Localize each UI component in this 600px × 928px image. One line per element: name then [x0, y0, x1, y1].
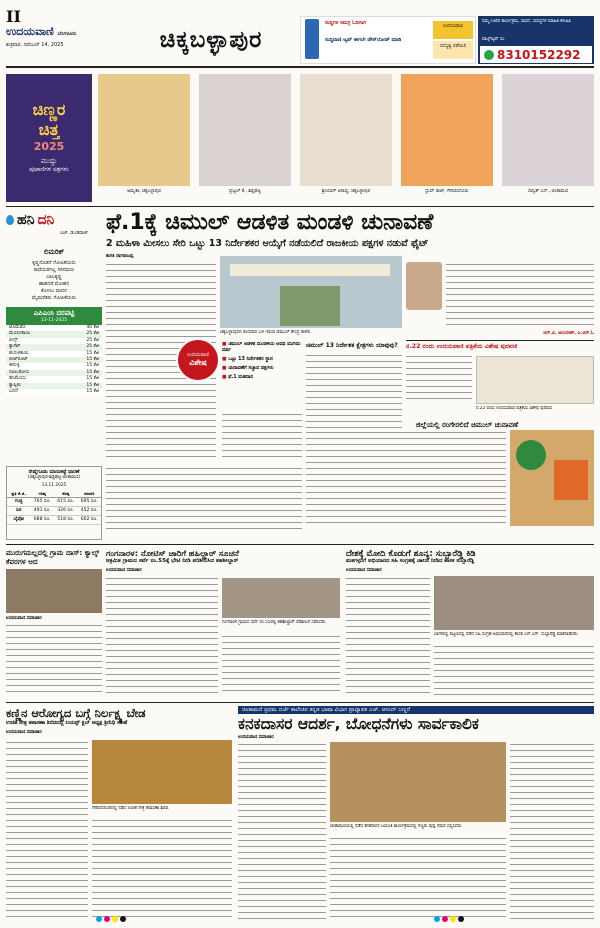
- special-title: ನ.22 ರಂದು ಉದಯವಾಣಿ ಪತ್ರಿಕೆಯ ವಿಶೇಷ ಪುರವಣಿ: [406, 343, 518, 350]
- registration-marks: [434, 916, 470, 922]
- lead-bullet: ಒಟ್ಟು 13 ನಿರ್ದೇಶಕರ ಸ್ಥಾನ: [228, 357, 273, 362]
- edition-city: ಬೆಂಗಳೂರು: [57, 31, 77, 37]
- cocoon-header-row: [7, 490, 101, 498]
- market-item: ಟೊಮೆಟೊ: [9, 325, 26, 330]
- mid-story-c: [346, 548, 594, 698]
- district-title: ಜಿಲ್ಲೆಯಲ್ಲಿ ರಂಗೇರಲಿದೆ ಚಿಮುಲ್ ಚುನಾವಣೆ: [415, 420, 519, 429]
- mid-c-photo: [434, 576, 594, 630]
- poem-line: ಹಾಡಿದರೆ ಮೋಹನ: [38, 281, 70, 287]
- poem-line: ಬಾಲಕೃಷ್ಣ: [46, 274, 62, 280]
- cocoon-cell: 491 ರೂ.: [33, 508, 51, 513]
- cocoon-cell: 518 ರೂ.: [57, 517, 75, 522]
- cocoon-date: 13.11.2025: [41, 483, 67, 488]
- bottom-story-a: [6, 706, 232, 922]
- kid-caption: ಪ್ರಜ್ವಲ್ ಕೆ., ಶಿಡ್ಲಘಟ್ಟ: [229, 189, 261, 194]
- mid-c-subhead: ಮತಗಳ್ಳರಿಗೆ ಅಭಿಯಾನದ ಸಹಿ ಸಂಗ್ರಹಕ್ಕೆ ಚಾಲನೆ ನೀಡಿದ ಶಾಸಕ ಸುಬ್ಬಾರೆಡ್ಡಿ: [346, 558, 475, 564]
- mid-c-headline: ದೇಶಕ್ಕೆ ಮೋದಿ ಕೊಡುಗೆ ಶೂನ್ಯ: ಸುಬ್ಬಾರೆಡ್ಡಿ ಕಿಡಿ: [346, 548, 476, 558]
- lead-bullet: ಚುನಾವಣೆಗೆ ಸಜ್ಜಾದ ಪಕ್ಷಗಳು: [228, 366, 274, 371]
- cocoon-cell: 688 ರೂ.: [33, 517, 51, 522]
- quote-name: ಆರ್.ವಿ. ಅಂಬರೀಶ್, ಎ.ಆರ್.ಓ: [543, 331, 594, 336]
- kids-heading2: ಚಿತ್ತ: [38, 120, 60, 139]
- app-ad-line1: ಸುದ್ದಿಗಳ ಸಮಗ್ರ ಓದಿಗಾಗಿ: [325, 20, 366, 26]
- kid-photo: [300, 74, 392, 186]
- poem: [6, 260, 102, 302]
- mid-b-subhead: ಆಕ್ರಮಿತ ಗ್ರಾಮದ ಸರ್ವೆ ನಂ.55ಕ್ಕೆ ಭೇಟಿ ನೀಡಿ ಪರಿಶೀಲಿಸಿದ ತಹಶೀಲ್ದಾರ್: [106, 558, 239, 564]
- cocoon-sub: (ಚಿಕ್ಕಬಳ್ಳಾಪುರ-ಶಿಡ್ಲಘಟ್ಟ-ಚಿಂತಾಮಣಿ): [27, 475, 81, 480]
- party-photo: [510, 430, 594, 526]
- cocoon-box: [6, 466, 102, 540]
- cocoon-header: ಸರಾಸರಿ: [84, 491, 95, 496]
- market-price: 15 ಕೆಜಿ: [86, 363, 99, 369]
- app-ad[interactable]: [300, 16, 476, 64]
- bottom-a-headline: ಕಣ್ಣಿನ ಆರೋಗ್ಯದ ಬಗ್ಗೆ ನಿರ್ಲಕ್ಷ್ಯ ಬೇಡ: [6, 706, 146, 720]
- whatsapp-icon: [484, 50, 494, 60]
- cocoon-cell: ಬೈವೋ: [13, 517, 25, 522]
- mid-c-byline: ಉದಯವಾಣಿ ಸಮಾಚಾರ: [346, 568, 382, 573]
- market-date: 13-11-2025: [40, 318, 68, 323]
- cocoon-header: ಕನಿಷ್ಠ: [62, 491, 70, 496]
- cocoon-cell: ಗುಚ್ಛ: [15, 499, 23, 504]
- cocoon-cell: 615 ರೂ.: [57, 499, 75, 504]
- bottom-b-photo: [330, 742, 506, 822]
- app-ad-badge2: ಸದಸ್ಯತ್ವ ಪಡೆಯಿರಿ: [433, 41, 473, 59]
- whatsapp-phone: [480, 46, 592, 63]
- special-caption: ನ.22 ರಂದು ಉದಯವಾಣಿ ಪತ್ರಿಕೆಯ ವಿಶೇಷ ಪುರವಣಿ: [476, 406, 552, 411]
- whatsapp-number: 8310152292: [497, 47, 581, 62]
- officer-photo: [406, 262, 442, 310]
- special-supplement-thumb: [476, 356, 594, 404]
- whatsapp-ad[interactable]: [478, 16, 594, 64]
- vishesha-line2: ವಿಶೇಷ: [189, 358, 207, 367]
- cocoon-row: [7, 498, 101, 507]
- cocoon-header: ಗರಿಷ್ಠ: [38, 491, 46, 496]
- cocoon-cell: 695 ರೂ.: [80, 499, 98, 504]
- kid-photo: [199, 74, 291, 186]
- poem-line: ಮೈಮರೆತರು ಗೋಪಿಕೆಯರು: [31, 295, 77, 301]
- cocoon-title: ರೇಷ್ಮೆಗೂಡು ಮಾರುಕಟ್ಟೆ ಧಾರಣೆ: [28, 469, 80, 475]
- market-item: ಬೀಟ್‌ರೂಟ್: [9, 357, 28, 363]
- kids-year: 2025: [33, 140, 65, 153]
- cocoon-cell: 452 ರೂ.: [80, 508, 98, 513]
- cocoon-cell: 602 ರೂ.: [80, 517, 98, 522]
- mid-b-headline: ಗಂಗನಾರಳ: ನೋಟಿಸ್ ಜಾರಿಗೆ ಹಹಿಲ್ದಾರ್ ಸೂಚನೆ: [106, 548, 239, 558]
- kid-photo: [98, 74, 190, 186]
- bottom-b-byline: ಉದಯವಾಣಿ ಸಮಾಚಾರ: [238, 735, 274, 740]
- left-column: [6, 210, 102, 462]
- kid-photo: [502, 74, 594, 186]
- market-price: 15 ಕೆಜಿ: [86, 382, 99, 388]
- brand-name: ಉದಯವಾಣಿ: [6, 25, 54, 38]
- lead-bullet: ಫೆ.1 ಮತದಾನ: [228, 375, 253, 380]
- kids-sub2: ಪುಟಾಣಿಗಳ ಚಿತ್ರಗಳು: [29, 166, 69, 173]
- kid-caption: ಶ್ರೀಯಾನ್ ಆರಾಧ್ಯ, ಚಿಕ್ಕಬಳ್ಳಾಪುರ: [322, 189, 370, 194]
- cocoon-table: [7, 490, 101, 525]
- market-item: ಬದನೆ: [9, 389, 18, 395]
- market-price: 15 ಕೆಜಿ: [86, 376, 99, 382]
- bottom-b-kicker: ಚಿಂತಾಮಣಿ ಪ್ರಥಮ ದರ್ಜೆ ಕಾಲೇಜಿನ ಕನ್ನಡ ಭಾಷಾ ವಿಭಾಗ ಪ್ರಾಧ್ಯಾಪಕ ಎಚ್. ಆನಂದ್ ಬಣ್ಣನೆ: [238, 706, 594, 714]
- lead-photo: [220, 256, 402, 328]
- lead-byline: ಕಾಗತಿ ನಾಗರಾಜಪ್ಪ: [106, 254, 134, 259]
- kids-rule: [6, 206, 594, 207]
- market-item: ಕ್ಯಾಪ್ಸಿಕಂ: [9, 382, 21, 388]
- market-price: 15 ಕೆಜಿ: [86, 369, 99, 375]
- kids-sub1: ಮುದ್ದು: [40, 157, 58, 165]
- vishesha-badge: [176, 338, 220, 382]
- market-item: ಮೆಣಸಿನಕಾಯಿ: [9, 331, 31, 337]
- whatsapp-ad-line2: ವಾಟ್ಸ್‌ಆ್ಯಪ್ ಸಂ.: [482, 37, 506, 42]
- cocoon-header: ಪ್ರತಿ ಕೆ.ಜಿ.: [11, 491, 27, 496]
- honey-author: ಎಚ್. ಡುಂಡಿರಾಜ್: [60, 231, 88, 236]
- bottom-a-subhead: ಉಚಿತ ನೇತ್ರ ತಪಾಸಣಾ ಶಿಬಿರದಲ್ಲಿ ಲಯನ್ಸ್ ಕ್ಲಬ್ ಅಧ್ಯಕ್ಷ ಶ್ರೀನಿಧಿ ಸಲಹೆ: [6, 720, 128, 726]
- mid-b-caption: ಗಂಗನಾರಳ ಗ್ರಾಮದ ಸರ್ವೆ ನಂ.55ರಲ್ಲಿ ತಹಶೀಲ್ದಾರ್ ಪರಿಶೀಲನೆ ನಡೆಸಿದರು.: [222, 620, 327, 625]
- cocoon-row: [7, 507, 101, 516]
- market-price: 40 ಕೆಜಿ: [86, 325, 99, 330]
- bottom-a-caption: ಗೌರಿಬಿದನೂರಿನಲ್ಲಿ ನಡೆದ ಉಚಿತ ನೇತ್ರ ತಪಾಸಣಾ ಶಿಬಿರ.: [92, 806, 170, 811]
- market-price: 25 ಕೆಜಿ: [86, 331, 99, 337]
- market-item: ಕ್ಯಾರೆಟ್: [9, 344, 21, 350]
- page-number: II: [6, 8, 21, 26]
- mid-story-a: [6, 548, 102, 698]
- poem-title: ಲಿಮರಿಕ್: [43, 248, 65, 256]
- section-title: ಚಿಕ್ಕಬಳ್ಳಾಪುರ: [159, 27, 263, 53]
- market-item: ಹಸಿಮೆಣಸು: [9, 376, 27, 382]
- cocoon-cell: 765 ರೂ.: [33, 499, 51, 504]
- registration-marks: [96, 916, 132, 922]
- market-header: [6, 307, 102, 325]
- app-ad-badge1: ಉದಯವಾಣಿ: [433, 21, 473, 39]
- mid-a-photo: [6, 569, 102, 613]
- cocoon-cell: ಸಿಬಿ: [15, 508, 22, 513]
- kids-heading1: ಚಿಣ್ಣರ: [32, 100, 66, 119]
- bottom-a-photo: [92, 740, 232, 804]
- lead-headline-box: [106, 210, 594, 236]
- masthead-left: [6, 8, 126, 64]
- honey-title1: ಹನಿ: [17, 212, 35, 228]
- bottom-b-caption: ಚಿಂತಾಮಣಿಯಲ್ಲಿ ನಡೆದ ಕನಕದಾಸರ ಜಯಂತಿ ಕಾರ್ಯಕ್ರಮದಲ್ಲಿ ಗಣ್ಯರು ಪುಷ್ಪ ನಮನ ಸಲ್ಲಿಸಿದರು.: [330, 824, 463, 829]
- market-row: [6, 389, 102, 395]
- whatsapp-ad-line1: ನಿಮ್ಮ ಊರಿನ ಕಾರ್ಯಕ್ರಮ, ಸಾಧನೆ, ಸಮಸ್ಯೆಗಳ ಮಾಹಿತಿ ಕಳುಹಿಸಿ: [482, 19, 572, 24]
- market-price: 15 ಕೆಜಿ: [86, 350, 99, 356]
- mid-a-headline: ಮುರುಗಮಲ್ಲದಲ್ಲಿ ಗ್ರಾಮ ದಾಸ್: ಕ್ಯಾಲ್ಕ್ ಕೆವರಗಳ ಆದ: [6, 548, 100, 566]
- kids-photos: [98, 74, 594, 204]
- vishesha-line1: ಉದಯವಾಣಿ: [187, 352, 209, 358]
- market-price: 25 ಕೆಜಿ: [86, 337, 99, 343]
- bottom-story-b: [238, 706, 594, 922]
- kid-photo: [401, 74, 493, 186]
- honey-title2: ದನಿ: [37, 212, 55, 228]
- kid-caption: ಅಮೃತಾ, ಚಿಕ್ಕಬಳ್ಳಾಪುರ: [127, 189, 161, 194]
- market-item: ಈರುಳ್ಳಿ: [9, 363, 20, 369]
- cocoon-cell: 326 ರೂ.: [57, 508, 75, 513]
- section-title-box: [126, 20, 296, 60]
- lead-bullets: ■ ಚಿಮುಲ್ ಆಡಳಿತ ಮಂಡಳಿಯ ಅವಧಿ ಮುಗಿದು ವರ್ಷ ■ ಒಟ್ಟು 13 ನಿರ್ದೇಶಕರ ಸ್ಥಾನ ■ ಚುನಾವಣೆಗೆ ಸಜ್ಜಾದ ಪಕ್ಷಗಳು ■ ಫೆ.1 ಮತದಾನ: [222, 342, 301, 380]
- market-item: ಬೀನ್ಸ್: [9, 337, 18, 343]
- kid-caption: ಸಾನ್ವಿತ್ ಎಸ್., ಚಿಂತಾಮಣಿ: [527, 189, 569, 194]
- market-table: [6, 325, 102, 395]
- kid-caption: ಧ್ರುವ್ ರಾಜ್, ಗೌರಿಬಿದನೂರು: [425, 189, 469, 194]
- market-price: 15 ಕೆಜಿ: [86, 389, 99, 395]
- mid-b-photo: [222, 578, 340, 618]
- mid-b-byline: ಉದಯವಾಣಿ ಸಮಾಚಾರ: [106, 568, 142, 573]
- poem-line: ಕೊಳಲು ವಾದನ: [41, 288, 67, 294]
- market-title: ಎಪಿಎಂಸಿ ದರಪಟ್ಟಿ: [33, 309, 75, 317]
- masthead-rule: [6, 66, 594, 68]
- cocoon-row: [7, 516, 101, 525]
- mid-c-caption: ಬಾಗೇಪಲ್ಲಿ ಪಟ್ಟಣದಲ್ಲಿ ನಡೆದ ಸಹಿ ಸಂಗ್ರಹ ಅಭಿಯಾನದಲ್ಲಿ ಶಾಸಕ ಎಸ್.ಎನ್. ಸುಬ್ಬಾರೆಡ್ಡಿ ಮಾತನಾಡಿದರು.: [434, 632, 579, 637]
- poem-line: ಕೃಷ್ಣನೊಡನೆ ಗೋಪಿಕೆಯರು: [32, 260, 76, 266]
- bottom-a-byline: ಉದಯವಾಣಿ ಸಮಾಚಾರ: [6, 730, 42, 735]
- lead-subhead: 2 ಮಹಿಳಾ ಮೀಸಲು ಸೇರಿ ಒಟ್ಟು 13 ನಿರ್ದೇಶಕರ ಆಯ್ಕೆಗೆ ನಡೆಯಲಿದೆ ರಾಜಕೀಯ ಪಕ್ಷಗಳ ನಡುವೆ ಫೈಟ್: [106, 238, 429, 249]
- kids-heading-box: [6, 74, 92, 202]
- phone-icon: [305, 19, 319, 59]
- market-price: 15 ಕೆಜಿ: [86, 357, 99, 363]
- lead-headline: ಫೆ.1ಕ್ಕೆ ಚಿಮುಲ್ ಆಡಳಿತ ಮಂಡಳಿ ಚುನಾವಣೆ: [106, 210, 434, 235]
- lead-photo-caption: ಚಿಕ್ಕಬಳ್ಳಾಪುರದ ಕಂದವಾರ ಬಳಿ ಇರುವ ಚಿಮುಲ್ ಕೇಂದ್ರ ಕಚೇರಿ.: [220, 330, 312, 335]
- market-item: ನವಿಲುಕೋಸು: [9, 369, 30, 375]
- app-ad-line2: ಸುದ್ದಿವಾಣಿ ಆ್ಯಪ್ ಈಗಲೇ ಡೌನ್‌ಲೋಡ್ ಮಾಡಿ: [325, 37, 402, 43]
- mid-a-byline: ಉದಯವಾಣಿ ಸಮಾಚಾರ: [6, 616, 42, 621]
- lead-bullet: ಚಿಮುಲ್ ಆಡಳಿತ ಮಂಡಳಿಯ ಅವಧಿ ಮುಗಿದು ವರ್ಷ: [222, 342, 301, 353]
- mid-story-b: [106, 548, 340, 698]
- bottom-b-headline: ಕನಕದಾಸರ ಆದರ್ಶ, ಬೋಧನೆಗಳು ಸಾರ್ವಕಾಲಿಕ: [238, 715, 479, 733]
- lead-box-title: ಚಿಮುಲ್ 13 ನಿರ್ದೇಶಕ ಕ್ಷೇತ್ರಗಳು ಯಾವುವು?: [306, 342, 398, 349]
- poem-line: ರಾಧೆಯರಿಗಿಲ್ಲ ಸರಿಸಮರು: [33, 267, 75, 273]
- dateline: ಶುಕ್ರವಾರ, ನವೆಂಬರ್ 14, 2025: [6, 42, 64, 48]
- market-price: 25 ಕೆಜಿ: [86, 344, 99, 350]
- drop-icon: [6, 215, 14, 225]
- market-item: ಹುರುಳಿಕಾಯಿ: [9, 350, 29, 356]
